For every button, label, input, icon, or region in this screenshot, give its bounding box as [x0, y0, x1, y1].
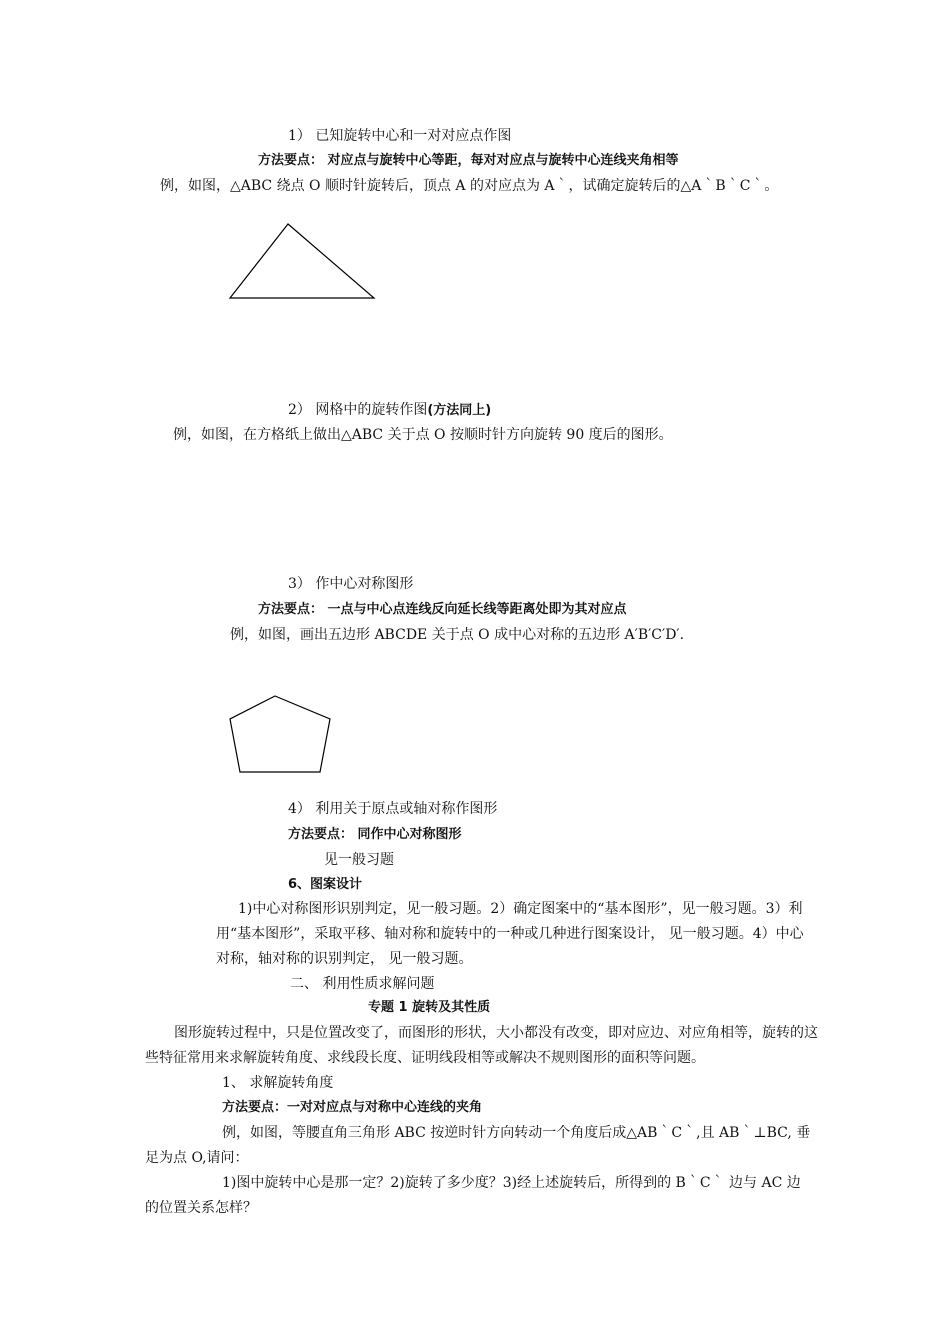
section6-heading: 6、图案设计 [288, 877, 363, 892]
topic1-title: 专题 1 旋转及其性质 [368, 1000, 491, 1015]
section2-heading [288, 401, 491, 420]
topic1-example-line1: 例，如图，等腰直角三角形 ABC 按逆时针方向转动一个角度后成△AB｀C｀,且 AB｀⊥BC, 垂 [222, 1125, 811, 1141]
topic1-intro-line2: 些特征常用来求解旋转角度、求线段长度、证明线段相等或解决不规则图形的面积等问题。 [145, 1050, 705, 1066]
section2-heading-text: 2） 网格中的旋转作图 [288, 402, 428, 418]
section2-example: 例，如图，在方格纸上做出△ABC 关于点 O 按顺时针方向旋转 90 度后的图形。 [173, 427, 673, 443]
section3-method: 方法要点： 一点与中心点连线反向延长线等距离处即为其对应点 [258, 602, 627, 617]
topic1-questions-line2: 的位置关系怎样？ [145, 1200, 257, 1216]
triangle-shape [230, 224, 374, 298]
section3-heading: 3） 作中心对称图形 [288, 576, 414, 592]
topic1-method: 方法要点：一对对应点与对称中心连线的夹角 [222, 1100, 483, 1115]
topic1-intro-line1: 图形旋转过程中，只是位置改变了，而图形的形状，大小都没有改变，即对应边、对应角相等，旋转的这 [174, 1025, 818, 1041]
section4-heading: 4） 利用关于原点或轴对称作图形 [288, 801, 498, 817]
triangle-figure [226, 222, 378, 302]
section1-method: 方法要点： 对应点与旋转中心等距，每对对应点与旋转中心连线夹角相等 [258, 153, 679, 168]
section6-para-line1: 1)中心对称图形识别判定，见一般习题。2）确定图案中的“基本图形”，见一般习题。3）利 [238, 901, 803, 917]
section3-example: 例，如图，画出五边形 ABCDE 关于点 O 成中心对称的五边形 A′B′C′D′. [230, 627, 685, 643]
section1-example: 例，如图，△ABC 绕点 O 顺时针旋转后，顶点 A 的对应点为 A｀，试确定旋转后的△A｀B｀C｀。 [160, 178, 779, 194]
topic1-example-line2: 足为点 O,请问： [145, 1150, 249, 1166]
part2-heading: 二、 利用性质求解问题 [290, 976, 435, 992]
section2-heading-bold: (方法同上) [427, 403, 492, 418]
section6-para-line2: 用“基本图形”，采取平移、轴对称和旋转中的一种或几种进行图案设计， 见一般习题。4）中心 [216, 926, 804, 942]
section6-para-line3: 对称，轴对称的识别判定， 见一般习题。 [216, 951, 473, 967]
topic1-questions-line1: 1)图中旋转中心是那一定？2)旋转了多少度？3)经上述旋转后，所得到的 B｀C｀ 边与 AC 边 [222, 1175, 801, 1191]
pentagon-shape [230, 696, 330, 772]
section4-method: 方法要点： 同作中心对称图形 [288, 827, 462, 842]
topic1-sub-heading: 1、 求解旋转角度 [222, 1075, 334, 1091]
pentagon-figure [226, 693, 336, 777]
section4-note: 见一般习题 [324, 852, 394, 868]
section1-heading: 1） 已知旋转中心和一对对应点作图 [288, 128, 512, 144]
